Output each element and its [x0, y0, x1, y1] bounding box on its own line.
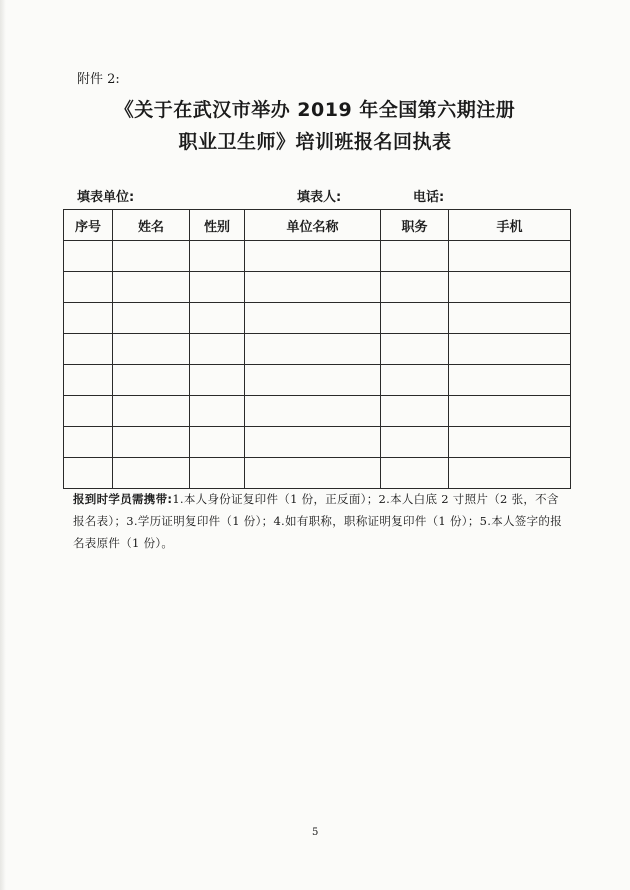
cell-name[interactable]: [113, 272, 190, 303]
cell-position[interactable]: [381, 396, 449, 427]
cell-gender[interactable]: [190, 365, 245, 396]
cell-unit-name[interactable]: [245, 365, 381, 396]
cell-gender[interactable]: [190, 458, 245, 489]
col-header-index: 序号: [64, 210, 113, 241]
table-row: [64, 334, 571, 365]
title-line-2: 职业卫生师》培训班报名回执表: [178, 131, 452, 153]
cell-mobile[interactable]: [449, 303, 571, 334]
scan-edge-shadow: [0, 0, 6, 890]
cell-gender[interactable]: [190, 427, 245, 458]
cell-position[interactable]: [381, 303, 449, 334]
cell-name[interactable]: [113, 458, 190, 489]
table-row: [64, 396, 571, 427]
cell-position[interactable]: [381, 365, 449, 396]
cell-position[interactable]: [381, 272, 449, 303]
fill-unit-label: 填表单位:: [77, 190, 135, 205]
cell-unit-name[interactable]: [245, 303, 381, 334]
fill-filler-label: 填表人:: [297, 190, 342, 205]
col-header-name: 姓名: [113, 210, 190, 241]
table-row: [64, 458, 571, 489]
title-line-1: 《关于在武汉市举办 2019 年全国第六期注册: [114, 99, 516, 121]
cell-index[interactable]: [64, 241, 113, 272]
cell-name[interactable]: [113, 334, 190, 365]
page-number: 5: [312, 827, 319, 838]
table-row: [64, 365, 571, 396]
cell-mobile[interactable]: [449, 272, 571, 303]
cell-index[interactable]: [64, 365, 113, 396]
cell-index[interactable]: [64, 272, 113, 303]
cell-gender[interactable]: [190, 272, 245, 303]
cell-position[interactable]: [381, 334, 449, 365]
instructions-text: 1.本人身份证复印件（1 份，正反面）；2.本人白底 2 寸照片（2 张，不含报名表）；3.学历证明复印件（1 份）；4.如有职称，职称证明复印件（1 份）；5.本人签字的报名表原件（1 份）。: [73, 492, 563, 550]
col-header-position: 职务: [381, 210, 449, 241]
cell-position[interactable]: [381, 427, 449, 458]
cell-gender[interactable]: [190, 303, 245, 334]
cell-unit-name[interactable]: [245, 427, 381, 458]
attachment-label: 附件 2:: [77, 72, 120, 87]
cell-name[interactable]: [113, 241, 190, 272]
table-body: [64, 241, 571, 489]
cell-index[interactable]: [64, 303, 113, 334]
cell-index[interactable]: [64, 396, 113, 427]
cell-mobile[interactable]: [449, 396, 571, 427]
cell-unit-name[interactable]: [245, 396, 381, 427]
cell-unit-name[interactable]: [245, 241, 381, 272]
registration-table: [63, 209, 571, 489]
table-row: [64, 303, 571, 334]
table-row: [64, 272, 571, 303]
cell-mobile[interactable]: [449, 427, 571, 458]
cell-mobile[interactable]: [449, 334, 571, 365]
cell-unit-name[interactable]: [245, 334, 381, 365]
cell-index[interactable]: [64, 334, 113, 365]
cell-mobile[interactable]: [449, 458, 571, 489]
col-header-mobile: 手机: [449, 210, 571, 241]
table-row: [64, 241, 571, 272]
cell-position[interactable]: [381, 241, 449, 272]
table-header-row: [64, 210, 571, 241]
cell-mobile[interactable]: [449, 241, 571, 272]
cell-name[interactable]: [113, 396, 190, 427]
col-header-unit-name: 单位名称: [245, 210, 381, 241]
cell-index[interactable]: [64, 427, 113, 458]
cell-gender[interactable]: [190, 241, 245, 272]
table-row: [64, 427, 571, 458]
cell-gender[interactable]: [190, 396, 245, 427]
cell-name[interactable]: [113, 427, 190, 458]
cell-index[interactable]: [64, 458, 113, 489]
cell-name[interactable]: [113, 303, 190, 334]
cell-position[interactable]: [381, 458, 449, 489]
fill-phone-label: 电话:: [413, 190, 445, 205]
col-header-gender: 性别: [190, 210, 245, 241]
instructions-heading: 报到时学员需携带:: [73, 492, 173, 506]
cell-unit-name[interactable]: [245, 272, 381, 303]
cell-name[interactable]: [113, 365, 190, 396]
cell-unit-name[interactable]: [245, 458, 381, 489]
instructions-note: [73, 488, 565, 554]
cell-gender[interactable]: [190, 334, 245, 365]
cell-mobile[interactable]: [449, 365, 571, 396]
